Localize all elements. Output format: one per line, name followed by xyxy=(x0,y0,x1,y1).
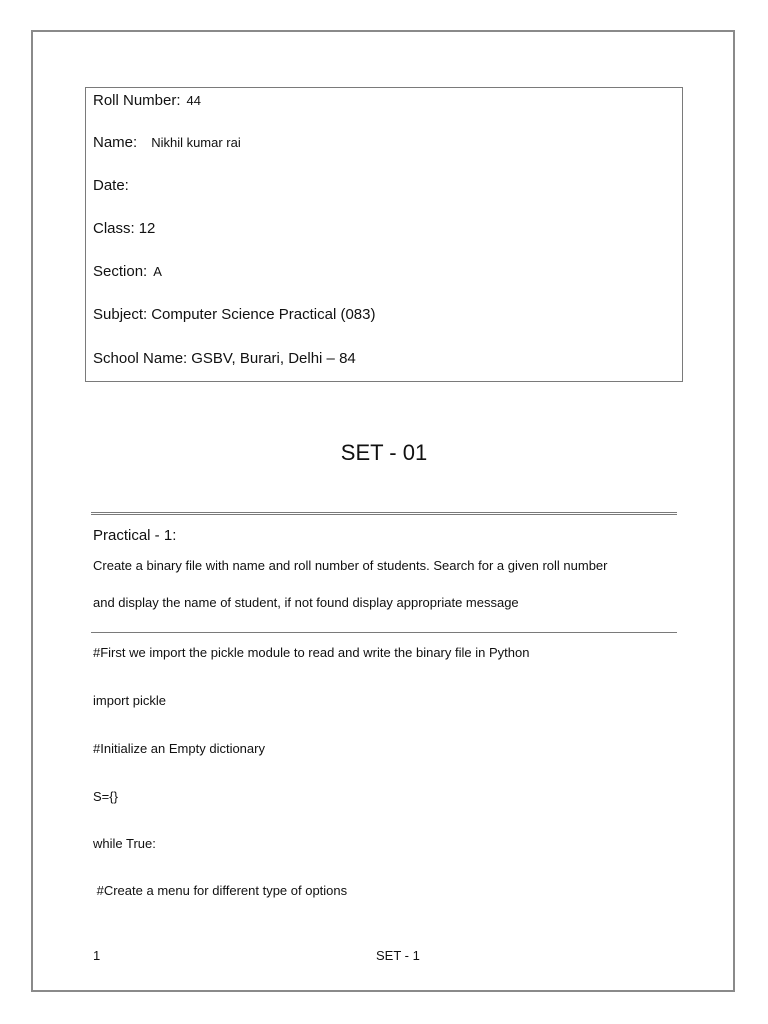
code-line: #Create a menu for different type of options xyxy=(93,883,348,898)
practical-title: Practical - 1: xyxy=(93,527,177,544)
practical-description-line-2: and display the name of student, if not found display appropriate message xyxy=(93,595,519,610)
section-divider xyxy=(91,632,677,633)
set-title: SET - 01 xyxy=(340,440,428,465)
class-value: 12 xyxy=(138,220,156,237)
code-line: #Initialize an Empty dictionary xyxy=(93,741,265,756)
date-label: Date: xyxy=(93,177,129,194)
student-info-box xyxy=(85,87,683,382)
section-row xyxy=(93,263,162,280)
subject-value: Computer Science Practical (083) xyxy=(151,306,376,323)
school-label: School Name: xyxy=(93,350,188,367)
code-line: S={} xyxy=(93,789,118,804)
code-line: while True: xyxy=(93,836,156,851)
class-row xyxy=(93,220,155,237)
class-label: Class: xyxy=(93,220,135,237)
roll-number-label: Roll Number: xyxy=(93,92,181,109)
footer-page-number: 1 xyxy=(93,948,101,963)
section-divider-double xyxy=(91,512,677,515)
name-row xyxy=(93,134,241,151)
code-line: #First we import the pickle module to read and write the binary file in Python xyxy=(93,645,530,660)
footer-set-label: SET - 1 xyxy=(376,948,420,963)
subject-label: Subject: xyxy=(93,306,148,323)
section-value: A xyxy=(153,264,162,279)
practical-description-line-1: Create a binary file with name and roll number of students. Search for a given roll number xyxy=(93,558,608,573)
section-label: Section: xyxy=(93,263,148,280)
name-value: Nikhil kumar rai xyxy=(151,135,241,150)
school-value: GSBV, Burari, Delhi – 84 xyxy=(191,350,356,367)
roll-number-value: 44 xyxy=(186,93,201,108)
code-line: import pickle xyxy=(93,693,166,708)
name-label: Name: xyxy=(93,134,138,151)
school-row xyxy=(93,350,356,367)
roll-number-row xyxy=(93,92,201,109)
date-row xyxy=(93,177,135,194)
subject-row xyxy=(93,306,375,323)
